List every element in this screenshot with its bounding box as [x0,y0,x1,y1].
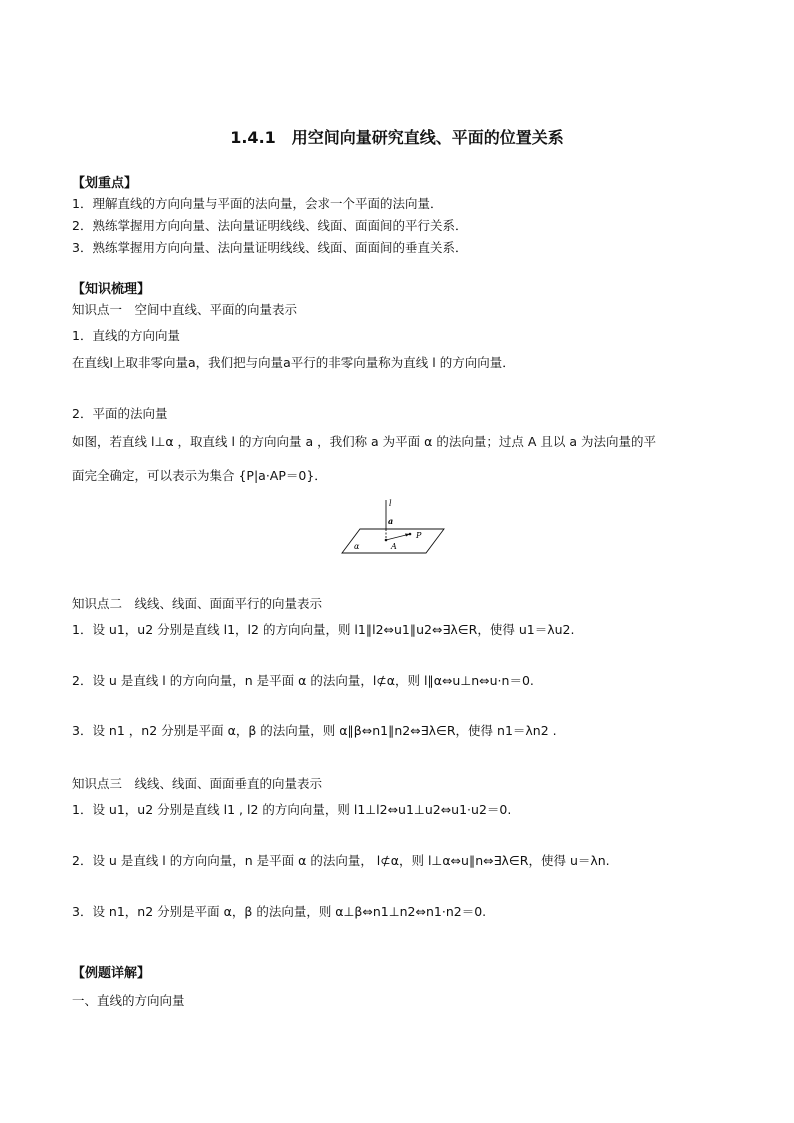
point-A [385,539,388,542]
key-point-2: 2．熟练掌握用方向向量、法向量证明线线、线面、面面间的平行关系． [72,218,468,233]
page-title: 1.4.1 用空间向量研究直线、平面的位置关系 [230,128,564,147]
kp3-item-1: 1．设 u1，u2 分别是直线 l1 , l2 的方向向量，则 l1⊥l2⇔u1⊥u2⇔u1·u2＝0. [72,802,512,817]
figure-label-A: A [391,542,397,551]
kp3-item-2: 2．设 u 是直线 l 的方向向量，n 是平面 α 的法向量， l⊄α，则 l⊥α⇔u∥n⇔∃λ∈R，使得 u＝λn. [72,853,610,868]
kp3-item-3: 3．设 n1，n2 分别是平面 α，β 的法向量，则 α⊥β⇔n1⊥n2⇔n1·n2＝0. [72,904,487,919]
figure-label-l: l [389,499,392,508]
kp1-direction-text: 在直线l上取非零向量a，我们把与向量a平行的非零向量称为直线 l 的方向向量． [72,355,515,370]
figure-label-a: a [388,516,394,526]
key-point-3: 3．熟练掌握用方向向量、法向量证明线线、线面、面面间的垂直关系． [72,240,468,255]
examples-heading: 【例题详解】 [72,966,151,981]
kp1-sub-normal: 2．平面的法向量 [72,406,168,421]
point-P [409,533,412,536]
kp3-title: 知识点三 线线、线面、面面垂直的向量表示 [72,776,323,791]
kp1-normal-text-1: 如图，若直线 l⊥α ，取直线 l 的方向向量 a ，我们称 a 为平面 α 的法向量；过点 A 且以 a 为法向量的平 [72,434,656,449]
key-points-heading: 【划重点】 [72,176,138,191]
kp2-item-2: 2．设 u 是直线 l 的方向向量，n 是平面 α 的法向量，l⊄α，则 l∥α⇔u⊥n⇔u·n＝0. [72,673,534,688]
kp1-normal-text-2: 面完全确定，可以表示为集合 {P|a·AP＝0}． [72,468,327,483]
kp1-sub-direction: 1．直线的方向向量 [72,328,180,343]
knowledge-heading: 【知识梳理】 [72,282,151,297]
kp2-item-3: 3．设 n1 ，n2 分别是平面 α，β 的法向量，则 α∥β⇔n1∥n2⇔∃λ∈R，使得 n1＝λn2 . [72,723,557,738]
examples-section-1: 一、直线的方向向量 [72,993,185,1008]
kp2-title: 知识点二 线线、线面、面面平行的向量表示 [72,596,323,611]
kp1-title: 知识点一 空间中直线、平面的向量表示 [72,302,298,317]
key-point-1: 1．理解直线的方向向量与平面的法向量，会求一个平面的法向量． [72,196,443,211]
figure-label-P: P [416,531,422,540]
plane-normal-figure [340,497,452,557]
kp2-item-1: 1．设 u1，u2 分别是直线 l1，l2 的方向向量，则 l1∥l2⇔u1∥u2⇔∃λ∈R，使得 u1＝λu2. [72,622,575,637]
figure-label-alpha: α [354,542,360,551]
